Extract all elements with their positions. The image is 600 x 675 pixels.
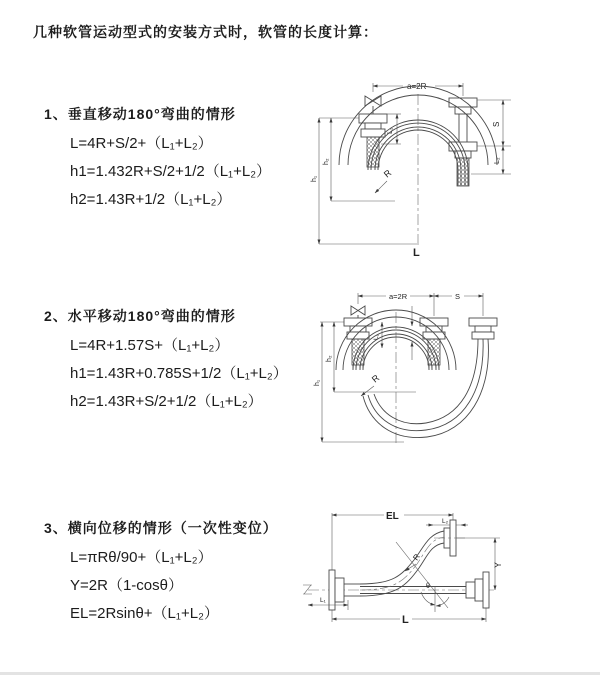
dim-label-a2r: a=2R [407, 82, 427, 91]
dim-label-l1: L₁ [373, 334, 380, 340]
section-1-formulas [70, 130, 271, 214]
diagram-lateral-displacement [298, 500, 593, 650]
diagram-vertical-180-bend [303, 70, 565, 258]
section-2-formulas [70, 332, 288, 416]
angle-theta [396, 542, 449, 612]
dim-l1 [373, 306, 412, 360]
diagram-1-svg [303, 70, 565, 258]
dim-label-l1: L₁ [320, 597, 326, 604]
dim-label-l1: L₁ [387, 127, 394, 134]
dim-a2r [358, 292, 483, 316]
diagram-3-svg [298, 500, 593, 650]
dim-label-l: L [413, 247, 420, 258]
diagram-2-svg [308, 282, 593, 460]
section-1-heading: 1、垂直移动180°弯曲的情形 [44, 106, 236, 122]
upper-flange [434, 520, 500, 556]
formula-line: h2=1.43R+1/2（L₁+L₂） [70, 191, 232, 208]
dim-label-h2: h₂ [326, 355, 333, 362]
formula-line: L=4R+S/2+（L₁+L₂） [70, 135, 213, 152]
section-2-heading: 2、水平移动180°弯曲的情形 [44, 308, 236, 324]
dim-label-s: S [492, 121, 501, 127]
section-2 [44, 306, 288, 416]
dim-a2r [373, 82, 463, 96]
dim-label-h1: h₁ [314, 379, 321, 386]
section-3-heading: 3、横向位移的情形（一次性变位） [44, 520, 278, 536]
centerline-symbol [303, 585, 312, 594]
section-1 [44, 104, 271, 214]
radius-label [375, 167, 394, 193]
dim-label-h1: h₁ [311, 175, 318, 182]
section-3 [44, 518, 278, 628]
dim-label-a2r: a=2R [389, 292, 408, 301]
valve-icon [351, 306, 365, 318]
right-flange [475, 572, 489, 608]
dim-label-l: L [402, 614, 409, 626]
formula-line: Y=2R（1-cosθ） [70, 577, 183, 594]
formula-line: h1=1.43R+0.785S+1/2（L₁+L₂） [70, 365, 288, 382]
dim-label-r: R [381, 167, 394, 180]
radius-label [361, 372, 382, 396]
dim-y [493, 538, 503, 590]
dim-label-theta: θ [426, 583, 430, 590]
section-3-formulas [70, 544, 278, 628]
diagram-horizontal-180-bend [308, 282, 593, 460]
dim-label-s: S [455, 292, 461, 301]
dim-label-el: EL [386, 511, 399, 522]
pipe-fittings [320, 318, 497, 365]
dim-label-r: R [369, 372, 382, 385]
dim-s [477, 100, 511, 146]
hose-arcs-right [363, 339, 488, 438]
dim-s [434, 292, 483, 301]
formula-line: L=4R+1.57S+（L₁+L₂） [70, 337, 230, 354]
dim-label-l2: L₂ [442, 518, 449, 525]
dim-label-h2: h₂ [323, 158, 330, 165]
dim-l [332, 608, 486, 626]
page-title: 几种软管运动型式的安装方式时，软管的长度计算： [33, 24, 378, 40]
dim-label-r: R [411, 552, 422, 563]
dim-h2 [326, 322, 416, 392]
formula-line: EL=2Rsinθ+（L₁+L₂） [70, 605, 219, 622]
dim-l2 [426, 518, 468, 525]
formula-line: h2=1.43R+S/2+1/2（L₁+L₂） [70, 393, 263, 410]
formula-line: h1=1.432R+S/2+1/2（L₁+L₂） [70, 163, 272, 180]
formula-line: L=πRθ/90+（L₁+L₂） [70, 549, 213, 566]
dim-label-l2: L₂ [494, 157, 501, 164]
dim-label-y: Y [493, 561, 503, 568]
